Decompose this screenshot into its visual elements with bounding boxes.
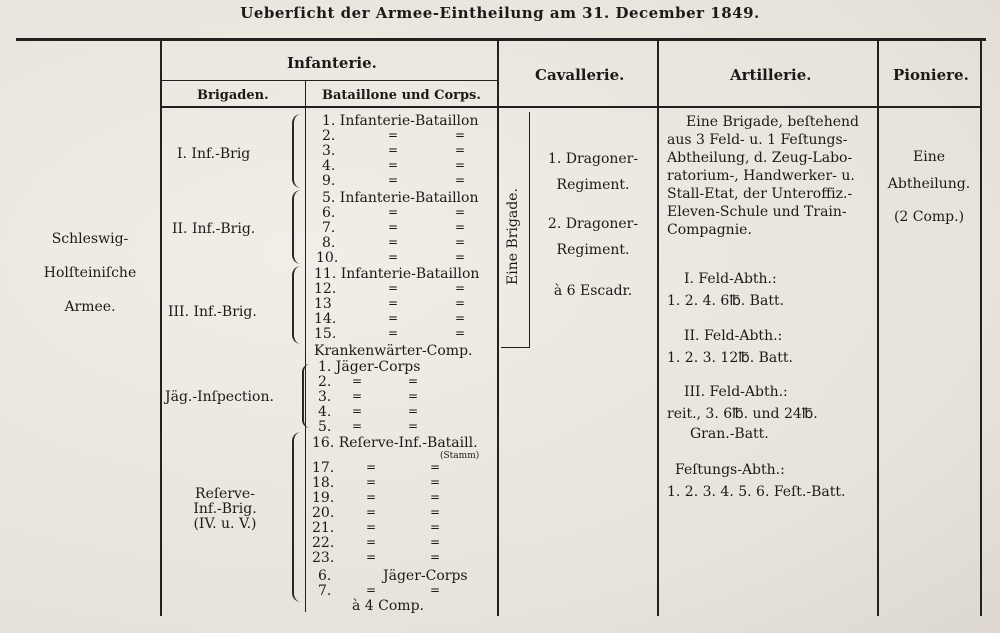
rule-col-inf	[497, 41, 499, 616]
ditto-mark: =	[388, 235, 399, 249]
ditto-mark: =	[430, 535, 441, 549]
ditto-mark: =	[388, 326, 399, 340]
armee-label-1: Schleswig-	[51, 231, 129, 247]
brigade-2: II. Inf.-Brig.	[172, 221, 256, 237]
ditto-mark: =	[352, 419, 363, 433]
brigade-1: I. Inf.-Brig	[177, 146, 251, 162]
ditto-mark: =	[352, 404, 363, 418]
art-intro-5: Stall-Etat, der Unteroffiz.-	[667, 186, 853, 202]
rule-col-right	[980, 41, 982, 616]
ditto-mark: =	[366, 550, 377, 564]
bat-line: 6.	[322, 205, 336, 221]
ditto-mark: =	[388, 128, 399, 142]
pioniere-comp: (2 Comp.)	[893, 209, 965, 225]
ditto-mark: =	[388, 281, 399, 295]
ditto-mark: =	[430, 490, 441, 504]
page-title: Ueberſicht der Armee-Eintheilung am 31. December 1849.	[240, 4, 760, 22]
ditto-mark: =	[388, 205, 399, 219]
ditto-mark: =	[388, 173, 399, 187]
bat-line: Krankenwärter-Comp.	[314, 343, 473, 359]
bat-line: 2.	[322, 128, 336, 144]
armee-label-2: Holſteiniſche	[43, 265, 137, 281]
art-f2-line: 1. 2. 3. 12℔. Batt.	[667, 350, 793, 366]
rule-col-armee	[160, 41, 162, 616]
ditto-mark: =	[430, 460, 441, 474]
ditto-mark: =	[430, 550, 441, 564]
rule-col-art	[877, 41, 879, 616]
ditto-mark: =	[455, 281, 466, 295]
art-intro-3: Abtheilung, d. Zeug-Labo-	[667, 150, 853, 166]
bat-line: 13	[314, 296, 332, 312]
ditto-mark: =	[388, 311, 399, 325]
brigade-3: III. Inf.-Brig.	[168, 304, 257, 320]
ditto-mark: =	[455, 173, 466, 187]
ditto-mark: =	[366, 460, 377, 474]
art-intro-1: Eine Brigade, beſtehend	[686, 114, 859, 130]
bat-line: 1. Jäger-Corps	[318, 359, 421, 375]
ditto-mark: =	[430, 505, 441, 519]
art-fest-line: 1. 2. 3. 4. 5. 6. Feſt.-Batt.	[667, 484, 846, 500]
ditto-mark: =	[366, 535, 377, 549]
bat-line: 7.	[318, 583, 332, 599]
rule-cav-inner	[529, 112, 530, 347]
art-f1-line: 1. 2. 4. 6℔. Batt.	[667, 293, 785, 309]
ditto-mark: =	[366, 583, 377, 597]
header-artillerie: Artillerie.	[730, 66, 812, 84]
ditto-mark: =	[408, 404, 419, 418]
bat-line: 19.	[312, 490, 335, 506]
art-intro-4: ratorium-, Handwerker- u.	[667, 168, 855, 184]
bracket-brigade-1	[292, 114, 302, 188]
ditto-mark: =	[366, 475, 377, 489]
ditto-mark: =	[408, 389, 419, 403]
cav-escadr: à 6 Escadr.	[553, 283, 633, 299]
rule-header-bottom-right	[499, 106, 980, 108]
bat-line: 3.	[322, 143, 336, 159]
bat-line: 4.	[318, 404, 332, 420]
ditto-mark: =	[352, 374, 363, 388]
bat-line: 18.	[312, 475, 335, 491]
cav-regiment-2b: Regiment.	[556, 242, 630, 258]
cav-regiment-1a: 1. Dragoner-	[547, 151, 639, 167]
header-infanterie: Infanterie.	[287, 54, 377, 72]
bat-line: 1. Infanterie-Bataillon	[322, 113, 479, 129]
bracket-reserve	[292, 432, 302, 602]
bat-line: 16. Reſerve-Inf.-Bataill.	[312, 435, 478, 451]
ditto-mark: =	[455, 311, 466, 325]
comp-note: à 4 Comp.	[352, 598, 424, 614]
bat-line: 12.	[314, 281, 337, 297]
bat-line: 5. Infanterie-Bataillon	[322, 190, 479, 206]
art-fest-head: Feſtungs-Abth.:	[675, 462, 785, 478]
bat-line: 20.	[312, 505, 335, 521]
art-f3-line: reit., 3. 6℔. und 24℔.	[667, 406, 818, 422]
ditto-mark: =	[455, 158, 466, 172]
bat-line: 8.	[322, 235, 336, 251]
bat-line: 2.	[318, 374, 332, 390]
header-bataillone: Bataillone und Corps.	[322, 88, 481, 103]
armee-label-3: Armee.	[64, 299, 116, 315]
ditto-mark: =	[455, 235, 466, 249]
rule-cav-box-bottom	[501, 347, 530, 348]
stamm-note: (Stamm)	[440, 451, 480, 461]
bat-line: 23.	[312, 550, 335, 566]
pioniere-line-1: Eine	[913, 149, 945, 165]
ditto-mark: =	[430, 520, 441, 534]
rule-col-cav	[657, 41, 659, 616]
cav-regiment-2a: 2. Dragoner-	[547, 216, 639, 232]
art-f1-head: I. Feld-Abth.:	[684, 271, 777, 287]
rule-inf-sub	[162, 80, 497, 81]
ditto-mark: =	[388, 296, 399, 310]
ditto-mark: =	[455, 128, 466, 142]
ditto-mark: =	[366, 490, 377, 504]
bat-line: 17.	[312, 460, 335, 476]
cav-regiment-1b: Regiment.	[556, 177, 630, 193]
art-f2-head: II. Feld-Abth.:	[684, 328, 783, 344]
art-f3-head: III. Feld-Abth.:	[684, 384, 788, 400]
bat-line: Jäger-Corps	[383, 568, 468, 584]
bat-line: 5.	[318, 419, 332, 435]
ditto-mark: =	[430, 475, 441, 489]
ditto-mark: =	[455, 220, 466, 234]
ditto-mark: =	[388, 158, 399, 172]
bat-line: 9.	[322, 173, 336, 189]
bat-line: 15.	[314, 326, 337, 342]
bat-line: 4.	[322, 158, 336, 174]
brigade-reserve-3: (IV. u. V.)	[193, 516, 257, 532]
ditto-mark: =	[455, 296, 466, 310]
pioniere-line-2: Abtheilung.	[887, 176, 971, 192]
bat-line: 7.	[322, 220, 336, 236]
bat-line: 14.	[314, 311, 337, 327]
bat-line: 22.	[312, 535, 335, 551]
brigade-reserve-2: Inf.-Brig.	[193, 501, 257, 517]
ditto-mark: =	[388, 250, 399, 264]
bat-line: 6.	[318, 568, 332, 584]
bracket-brigade-3	[292, 266, 302, 344]
header-cavallerie: Cavallerie.	[535, 66, 625, 84]
art-intro-6: Eleven-Schule und Train-	[667, 204, 847, 220]
ditto-mark: =	[388, 220, 399, 234]
brigade-jaeger: Jäg.-Inſpection.	[165, 389, 274, 405]
bracket-brigade-2	[292, 190, 302, 264]
ditto-mark: =	[455, 205, 466, 219]
ditto-mark: =	[408, 374, 419, 388]
ditto-mark: =	[455, 143, 466, 157]
cav-vertical-label: Eine Brigade.	[505, 188, 521, 285]
ditto-mark: =	[430, 583, 441, 597]
art-intro-2: aus 3 Feld- u. 1 Feſtungs-	[667, 132, 848, 148]
rule-brig-bat	[305, 80, 306, 612]
ditto-mark: =	[352, 389, 363, 403]
bat-line: 21.	[312, 520, 335, 536]
header-pioniere: Pioniere.	[893, 66, 969, 84]
brigade-reserve-1: Reſerve-	[195, 486, 255, 502]
ditto-mark: =	[455, 326, 466, 340]
ditto-mark: =	[455, 250, 466, 264]
art-intro-7: Compagnie.	[667, 222, 752, 238]
bat-line: 11. Infanterie-Bataillon	[314, 266, 480, 282]
bat-line: 3.	[318, 389, 332, 405]
ditto-mark: =	[366, 505, 377, 519]
rule-header-bottom-inf	[162, 106, 497, 108]
ditto-mark: =	[366, 520, 377, 534]
bat-line: 10.	[316, 250, 339, 266]
bracket-jaeger	[302, 364, 310, 428]
ditto-mark: =	[388, 143, 399, 157]
art-f3-line2: Gran.-Batt.	[690, 426, 769, 442]
ditto-mark: =	[408, 419, 419, 433]
header-brigaden: Brigaden.	[197, 88, 269, 103]
